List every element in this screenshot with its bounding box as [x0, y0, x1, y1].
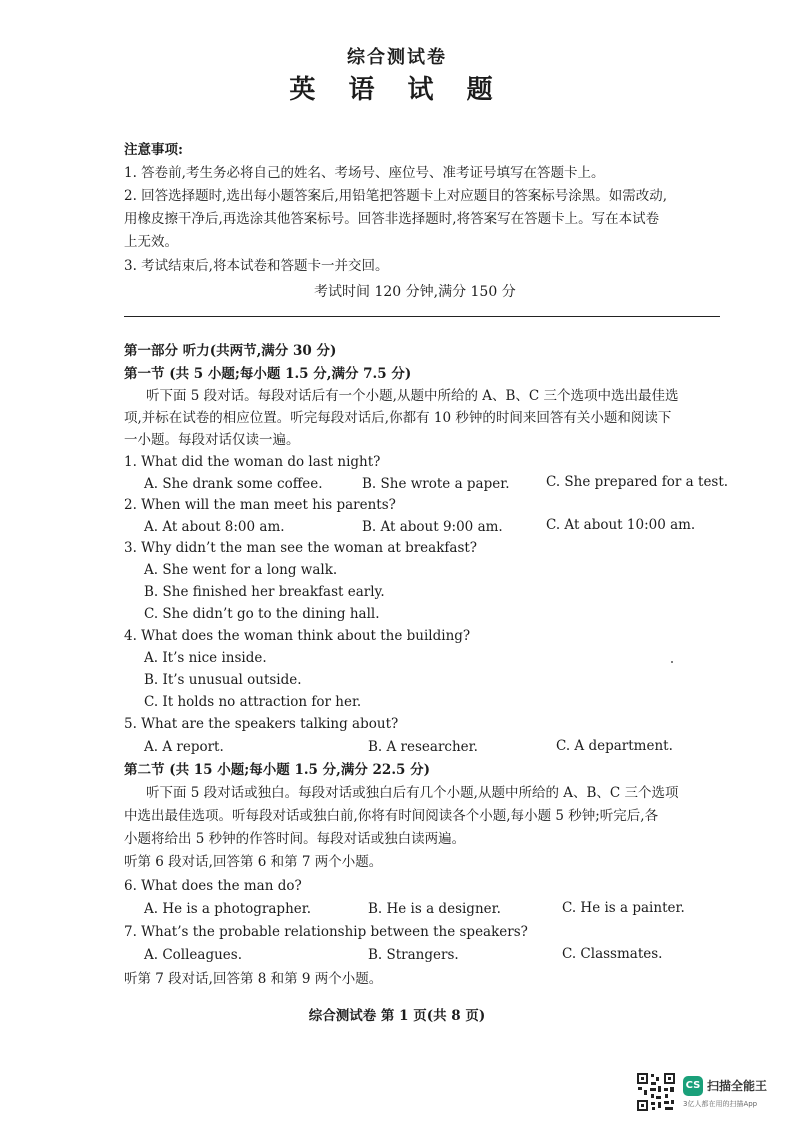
option-b: B. She wrote a paper.	[362, 476, 510, 492]
option-c: C. At about 10:00 am.	[546, 517, 696, 533]
question-stem: 6. What does the man do?	[124, 878, 302, 894]
option-a: A. At about 8:00 am.	[144, 519, 285, 535]
section2-instr-line-1: 听下面 5 段对话或独白。每段对话或独白后有几个小题,从题中所给的 A、B、C 三个选项	[146, 785, 679, 801]
question-stem: 7. What’s the probable relationship between the speakers?	[124, 924, 528, 940]
option-a: A. Colleagues.	[144, 947, 243, 963]
scan-speck	[671, 661, 673, 663]
section2-instr-line-2: 中选出最佳选项。听每段对话或独白前,你将有时间阅读各个小题,每小题 5 秒钟;听完后,各	[124, 808, 659, 824]
question-stem: 1. What did the woman do last night?	[124, 454, 381, 470]
option-a: A. It’s nice inside.	[144, 650, 267, 666]
option-c: C. He is a painter.	[562, 900, 685, 916]
option-c: C. Classmates.	[562, 946, 663, 962]
notice-item-2-line-2: 用橡皮擦干净后,再选涂其他答案标号。回答非选择题时,将答案写在答题卡上。写在本试卷	[124, 211, 660, 227]
question-stem: 2. When will the man meet his parents?	[124, 497, 396, 513]
question-stem: 4. What does the woman think about the building?	[124, 628, 471, 644]
section1-instr-line-2: 项,并标在试卷的相应位置。听完每段对话后,你都有 10 秒钟的时间来回答有关小题和阅读下	[124, 410, 672, 426]
notice-item-3: 3. 考试结束后,将本试卷和答题卡一并交回。	[124, 258, 389, 274]
section1-heading: 第一节 (共 5 小题;每小题 1.5 分,满分 7.5 分)	[124, 366, 412, 382]
section1-instr-line-1: 听下面 5 段对话。每段对话后有一个小题,从题中所给的 A、B、C 三个选项中选出最佳选	[146, 388, 679, 404]
section2-heading: 第二节 (共 15 小题;每小题 1.5 分,满分 22.5 分)	[124, 762, 431, 778]
camscanner-logo: CS	[683, 1076, 703, 1096]
notice-item-2-line-1: 2. 回答选择题时,选出每小题答案后,用铅笔把答题卡上对应题目的答案标号涂黑。如需改动,	[124, 188, 668, 204]
exam-time: 考试时间 120 分钟,满分 150 分	[314, 284, 516, 300]
option-b: B. It’s unusual outside.	[144, 672, 302, 688]
option-b: B. Strangers.	[368, 947, 459, 963]
option-c: C. She prepared for a test.	[546, 474, 729, 490]
camscanner-tagline: 3亿人都在用的扫描App	[683, 1100, 758, 1108]
option-b: B. A researcher.	[368, 739, 478, 755]
dialog-7-instruction: 听第 7 段对话,回答第 8 和第 9 两个小题。	[124, 971, 383, 987]
option-c: C. She didn’t go to the dining hall.	[144, 606, 380, 622]
divider	[124, 316, 720, 317]
section2-instr-line-3: 小题将给出 5 秒钟的作答时间。每段对话或独白读两遍。	[124, 831, 466, 847]
question-stem: 3. Why didn’t the man see the woman at breakfast?	[124, 540, 478, 556]
exam-title: 英 语 试 题	[289, 75, 505, 105]
option-a: A. He is a photographer.	[144, 901, 312, 917]
option-a: A. She drank some coffee.	[144, 476, 323, 492]
notice-item-1: 1. 答卷前,考生务必将自己的姓名、考场号、座位号、准考证号填写在答题卡上。	[124, 165, 605, 181]
camscanner-name: 扫描全能王	[707, 1079, 768, 1093]
page-footer: 综合测试卷 第 1 页(共 8 页)	[308, 1008, 486, 1024]
notice-heading: 注意事项:	[124, 142, 183, 158]
exam-subtitle: 综合测试卷	[347, 47, 447, 68]
option-c: C. A department.	[556, 738, 673, 754]
option-a: A. A report.	[144, 739, 224, 755]
option-b: B. At about 9:00 am.	[362, 519, 503, 535]
part1-heading: 第一部分 听力(共两节,满分 30 分)	[124, 343, 337, 359]
option-b: B. She finished her breakfast early.	[144, 584, 385, 600]
notice-item-2-line-3: 上无效。	[124, 234, 178, 250]
section1-instr-line-3: 一小题。每段对话仅读一遍。	[124, 432, 300, 448]
qr-code-icon	[636, 1072, 676, 1112]
question-stem: 5. What are the speakers talking about?	[124, 716, 399, 732]
option-a: A. She went for a long walk.	[144, 562, 338, 578]
option-b: B. He is a designer.	[368, 901, 501, 917]
dialog-6-instruction: 听第 6 段对话,回答第 6 和第 7 两个小题。	[124, 854, 383, 870]
option-c: C. It holds no attraction for her.	[144, 694, 362, 710]
